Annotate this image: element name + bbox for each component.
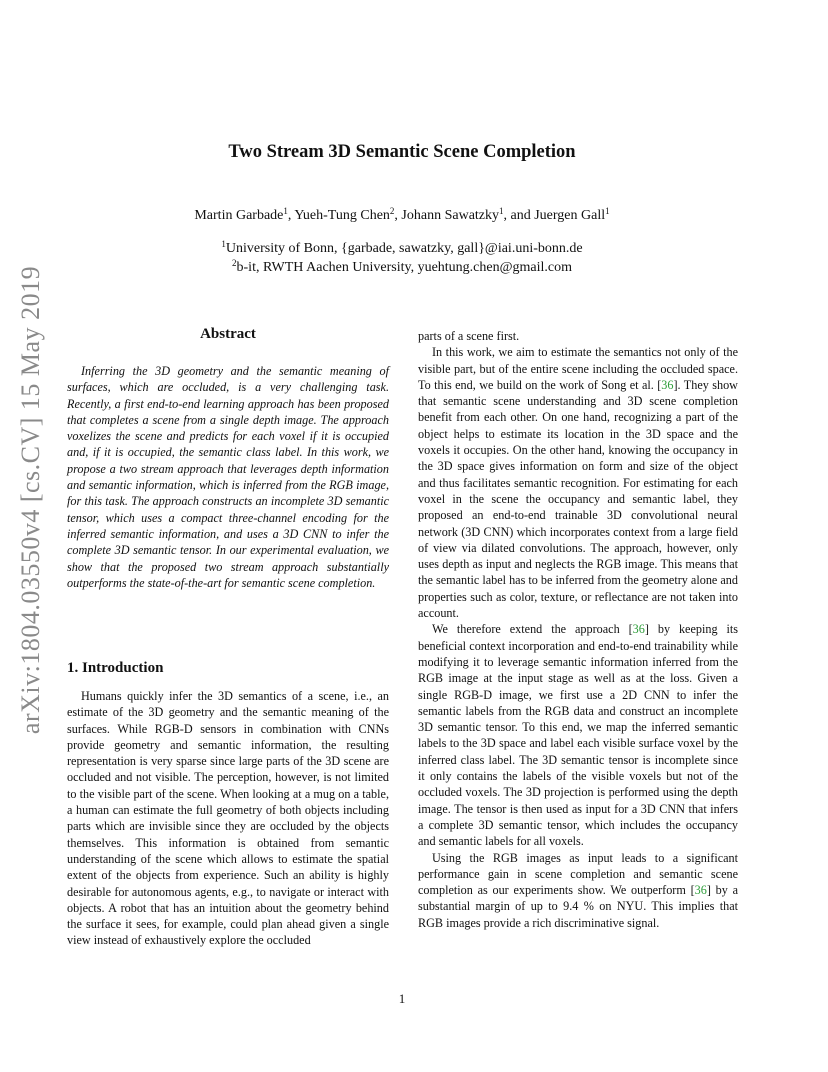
intro-paragraph-3	[418, 621, 738, 849]
arxiv-identifier: arXiv:1804.03550v4 [cs.CV] 15 May 2019	[16, 265, 45, 735]
author-affiliation-mark: 1	[605, 206, 610, 216]
intro-paragraph-1: Humans quickly infer the 3D semantics of a scene, i.e., an estimate of the 3D geometry and the semantic meaning of the surfaces. While RGB-D sensors in combination with CNNs provide geometry and semantic information, the resulting representation is very sparse since large parts of the 3D scene are occluded and not visible. The perception, however, is not limited to the visible part of the scene. When looking at a mug on a table, a human can estimate the full geometry of both objects including parts which are invisible since they are occluded by the objects themselves. This information is obtained from semantic understanding of the scene which allows to estimate the spatial extent of the objects from experience. Such an ability is highly desirable for autonomous agents, e.g., to navigate or interact with objects. A robot that has an intuition about the geometry behind the surface it sees, for example, could plan ahead given a single view instead of exhaustively explore the occluded	[67, 689, 389, 948]
paragraph-text: We therefore extend the approach [	[432, 622, 633, 637]
abstract-heading: Abstract	[200, 326, 256, 342]
author-separator: ,	[287, 208, 295, 223]
intro-paragraph-1-continued: parts of a scene first.	[418, 329, 520, 343]
paragraph-text: ] by keeping its beneficial context incorporation and end-to-end trainability while modifying it to leverage semantic information inferred from the RGB image at the input stage as well as at the loss. Given a single RGB-D image, we first use a 2D CNN to infer the semantic labels from the RGB data and construct an incomplete 3D semantic tensor. To this end, we map the inferred semantic labels to the 3D space and label each visible surface voxel by the inferred class label. The 3D semantic tensor is incomplete since it only contains the labels of the visible voxels but not of the occluded voxels. The 3D projection is performed using the depth image. The tensor is then used as input for a 3D CNN that infers a complete 3D semantic tensor, which includes the occupancy and semantic labels for all voxels.	[418, 622, 738, 849]
author-affiliation-mark: 2	[389, 206, 395, 216]
author-name: Martin Garbade	[194, 208, 284, 223]
abstract-text: Inferring the 3D geometry and the semantic meaning of surfaces, which are occluded, is a very challenging task. Recently, a first end-to-end learning approach has been proposed that completes a scene from a single depth image. The approach voxelizes the scene and predicts for each voxel if it is occupied and, if it is occupied, the semantic class label. In this work, we propose a two stream approach that leverages depth information and semantic information, which is inferred from the RGB image, for this task. The approach constructs an incomplete 3D semantic tensor, which uses a compact three-channel encoding for the inferred semantic information, and uses a 3D CNN to infer the complete 3D semantic tensor. In our experimental evaluation, we show that the proposed two stream approach substantially outperforms the state-of-the-art for semantic scene completion.	[67, 364, 389, 590]
intro-paragraph-2	[418, 344, 738, 621]
paper-title: Two Stream 3D Semantic Scene Completion	[228, 142, 576, 162]
section-heading-introduction: 1. Introduction	[67, 660, 164, 676]
intro-paragraph-4	[418, 850, 738, 931]
affiliation-text: University of Bonn, {garbade, sawatzky, gall}@iai.uni-bonn.de	[225, 241, 583, 256]
paragraph-text: Using the RGB images as input leads to a significant performance gain in scene completion and semantic scene completion as our experiments show. We outperform [	[418, 850, 738, 898]
affiliation-mark: 2	[232, 258, 237, 268]
intro-left-column	[67, 688, 389, 949]
author-name: Yueh-Tung Chen	[294, 208, 390, 223]
affiliation-1	[0, 241, 804, 257]
author-affiliation-mark: 1	[283, 206, 288, 216]
paragraph-text: In this work, we aim to estimate the semantics not only of the visible part, but of the entire scene including the occluded space. To this end, we build on the work of Song et al. [	[418, 345, 738, 392]
right-column	[418, 328, 738, 931]
author-separator: , and	[503, 208, 535, 223]
author-list	[0, 208, 804, 224]
affiliation-text: b-it, RWTH Aachen University, yuehtung.chen@gmail.com	[236, 260, 572, 275]
author-name: Johann Sawatzky	[401, 208, 500, 223]
abstract-section	[67, 326, 389, 591]
citation-link[interactable]: 36	[632, 622, 645, 637]
paragraph-text: ]. They show that semantic scene understanding and 3D scene completion benefit from each other. On one hand, recognizing a part of the object helps to estimate its location in the 3D space and the voxels it occupies. On the other hand, knowing the occupancy in the 3D space gives information on form and size of the object and thus facilitates semantic recognition. For estimating for each voxel in the scene the occupancy and semantic label, they proposed an end-to-end trainable 3D convolutional neural network (3D CNN) which incorporates context from a large field of view via dilated convolutions. The approach, however, only uses depth as input and neglects the RGB image. This means that the semantic label has to be inferred from the geometry alone and properties such as color, texture, or reflectance are not taken into account.	[418, 377, 738, 621]
citation-link[interactable]: 36	[694, 883, 707, 898]
paragraph-text: ] by a substantial margin of up to 9.4 % on NYU. This implies that RGB images provide a rich discriminative signal.	[418, 883, 739, 930]
affiliation-2	[0, 260, 804, 276]
affiliation-mark: 1	[221, 239, 226, 249]
page-number: 1	[398, 991, 406, 1006]
author-separator: ,	[394, 208, 402, 223]
citation-link[interactable]: 36	[661, 377, 674, 392]
author-name: Juergen Gall	[534, 208, 606, 223]
author-affiliation-mark: 1	[499, 206, 504, 216]
